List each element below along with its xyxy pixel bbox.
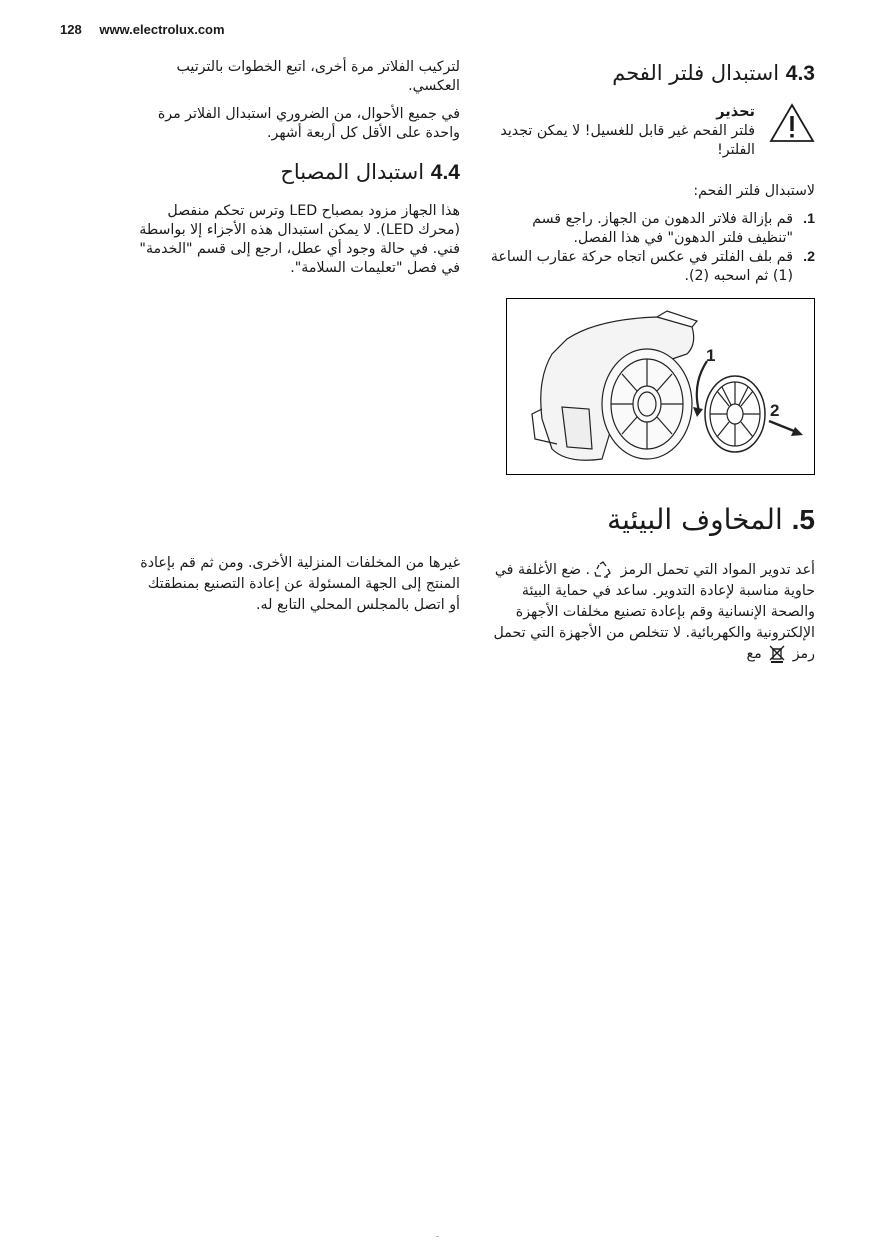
section-4-3-heading — [490, 58, 815, 89]
lamp-text: هذا الجهاز مزود بمصباح LED وترس تحكم منفصل (محرك LED). لا يمكن استبدال هذه الأجزاء إلا بواسطة فني. في حالة وجود أي عطل، ارجع إلى قسم "الخدمة" في فصل "تعليمات السلامة". — [139, 203, 460, 276]
environment-paragraph — [490, 560, 815, 665]
section-number: 5. — [791, 504, 815, 535]
replace-frequency-text: في جميع الأحوال، من الضروري استبدال الفلاتر مرة واحدة على الأقل كل أربعة أشهر. — [157, 106, 460, 141]
steps-list — [490, 210, 815, 286]
section-4-3 — [490, 58, 815, 495]
section-number: 4.3 — [785, 62, 815, 85]
environment-paragraph-left: غيرها من المخلفات المنزلية الأخرى. ومن ثم قم بإعادة المنتج إلى الجهة المسئولة عن إعادة التصنيع بمنطقتك أو اتصل بالمجلس المحلي التابع له. — [140, 555, 460, 613]
rotate-label: 1 — [706, 346, 716, 365]
crossed-bin-icon — [769, 645, 785, 663]
page-mark — [436, 1236, 439, 1237]
environment-text-c: مع — [746, 646, 762, 662]
section-title: استبدال المصباح — [280, 160, 425, 184]
warning-text: فلتر الفحم غير قابل للغسيل! لا يمكن تجديد الفلتر! — [500, 123, 755, 158]
warning-triangle-icon — [769, 103, 815, 143]
warning-box — [490, 103, 815, 160]
environment-text-right — [490, 560, 815, 674]
step-item — [490, 248, 815, 286]
step-text: قم بلف الفلتر في عكس اتجاه حركة عقارب الساعة (1) ثم اسحبه (2). — [490, 249, 793, 284]
website-url[interactable]: www.electrolux.com — [99, 22, 225, 37]
section-number: 4.4 — [430, 161, 460, 184]
reassemble-text: لتركيب الفلاتر مرة أخرى، اتبع الخطوات بالترتيب العكسي. — [176, 59, 460, 94]
step-number: 1. — [803, 211, 815, 227]
pull-label: 2 — [770, 401, 780, 420]
step-item — [490, 210, 815, 248]
section-title: استبدال فلتر الفحم — [612, 61, 780, 85]
section-5-heading — [490, 500, 815, 540]
recycle-icon — [593, 561, 613, 579]
filter-illustration-svg — [507, 299, 814, 474]
left-column — [135, 58, 460, 287]
page-header — [60, 22, 239, 37]
section-4-4-heading — [135, 157, 460, 188]
step-number: 2. — [803, 249, 815, 265]
environment-text-b: . ضع الأغلفة في حاوية مناسبة لإعادة التدوير. ساعد في حماية البيئة والصحة الإنسانية وقم بإعادة تصنيع مخلفات الأجهزة الإلكترونية والكهربائية. لا تتخلص من الأجهزة التي تحمل رمز — [493, 562, 815, 662]
intro-text: لاستبدال فلتر الفحم: — [693, 183, 815, 199]
environment-text-a: أعد تدوير المواد التي تحمل الرمز — [620, 562, 815, 578]
environment-text-left — [135, 553, 460, 625]
warning-title: تحذير — [716, 104, 755, 120]
section-title: المخاوف البيئية — [607, 503, 783, 536]
filter-removal-illustration — [506, 298, 815, 475]
page-number: 128 — [60, 22, 82, 37]
step-text: قم بإزالة فلاتر الدهون من الجهاز. راجع قسم "تنظيف فلتر الدهون" في هذا الفصل. — [532, 211, 793, 246]
